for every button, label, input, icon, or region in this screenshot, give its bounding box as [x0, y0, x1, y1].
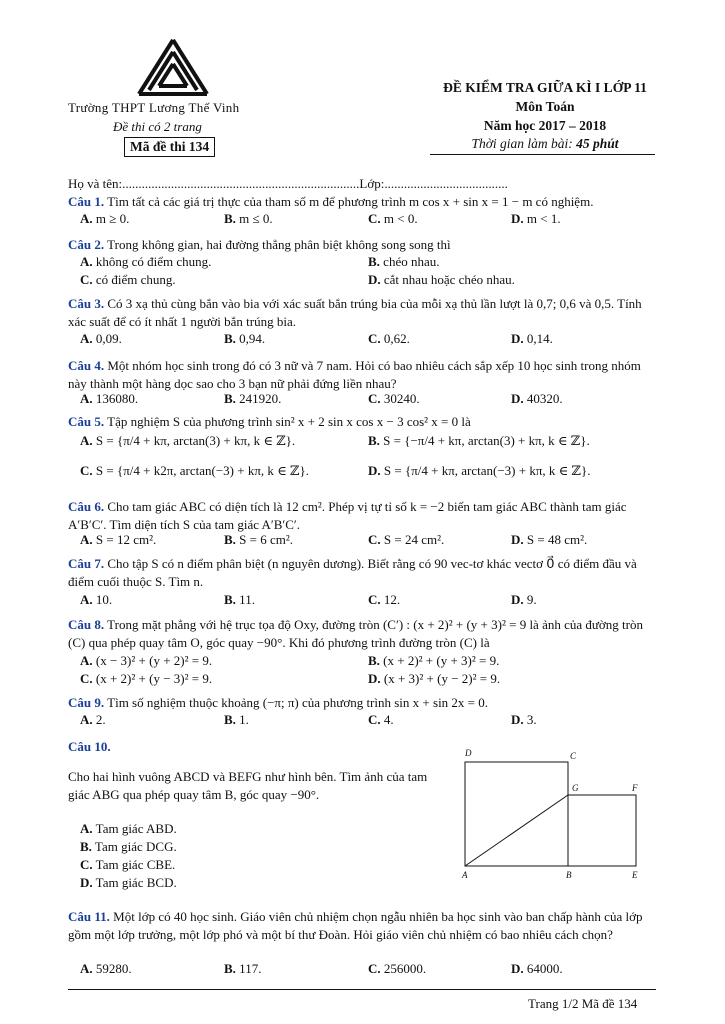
option-key: D.: [511, 331, 524, 346]
option-text: 10.: [92, 592, 113, 607]
question-number: Câu 6.: [68, 499, 105, 514]
answer-option: [80, 253, 211, 271]
question-text: Một nhóm học sinh trong đó có 3 nữ và 7 nam. Hỏi có bao nhiêu cách sắp xếp 10 học sinh trong nhóm này thành một hàng dọc sao cho 3 bạn nữ phải đứng liền nhau?: [68, 358, 641, 391]
question-stem: [68, 236, 658, 254]
option-key: D.: [511, 532, 524, 547]
question-text: Tập nghiệm S của phương trình sin² x + 2 sin x cos x − 3 cos² x = 0 là: [104, 414, 471, 429]
answer-option: [368, 330, 410, 348]
option-text: cắt nhau hoặc chéo nhau.: [380, 272, 515, 287]
answer-option: [80, 210, 129, 228]
option-text: 3.: [523, 712, 537, 727]
answer-option: [80, 838, 177, 856]
answer-option: [80, 874, 177, 892]
question-text: Tìm tất cả các giá trị thực của tham số m để phương trình m cos x + sin x = 1 − m có nghiệm.: [104, 194, 594, 209]
option-key: B.: [224, 592, 236, 607]
school-year: Năm học 2017 – 2018: [483, 118, 607, 133]
question-stem: [68, 498, 658, 534]
option-key: D.: [368, 463, 381, 478]
answer-option: [224, 330, 265, 348]
answer-option: [511, 711, 537, 729]
question-number: Câu 2.: [68, 237, 105, 252]
question-text: Có 3 xạ thủ cùng bắn vào bia với xác suất bắn trúng bia của mỗi xạ thủ lần lượt là 0,7; 0,6 và 0,5. Tính xác suất để có ít nhất 1 người bắn trúng bia.: [68, 296, 642, 329]
option-key: B.: [224, 331, 236, 346]
option-key: B.: [224, 211, 236, 226]
answer-option: [511, 531, 587, 549]
question-stem: [68, 908, 658, 944]
option-key: C.: [80, 857, 93, 872]
header-rule: [430, 154, 655, 155]
page-footer: Trang 1/2 Mã đề 134: [528, 996, 638, 1011]
option-text: S = 48 cm².: [523, 532, 588, 547]
label-c: C: [570, 751, 577, 761]
option-text: (x + 3)² + (y − 2)² = 9.: [380, 671, 501, 686]
answer-option: [80, 462, 309, 480]
option-key: A.: [80, 592, 93, 607]
answer-option: [368, 960, 426, 978]
option-text: 11.: [235, 592, 255, 607]
option-key: B.: [224, 961, 236, 976]
option-text: Tam giác CBE.: [92, 857, 176, 872]
question-number: Câu 1.: [68, 194, 105, 209]
question-stem: [68, 694, 658, 712]
answer-option: [511, 390, 563, 408]
label-b: B: [566, 870, 572, 880]
footer-rule: [68, 989, 656, 990]
label-d: D: [465, 748, 472, 758]
answer-option: [80, 531, 156, 549]
option-text: 0,14.: [523, 331, 553, 346]
question-number: Câu 8.: [68, 617, 105, 632]
option-text: S = 12 cm².: [92, 532, 157, 547]
answer-option: [80, 960, 132, 978]
answer-option: [511, 591, 537, 609]
option-key: B.: [224, 532, 236, 547]
option-key: A.: [80, 331, 93, 346]
answer-option: [80, 432, 295, 450]
option-key: D.: [511, 961, 524, 976]
exam-code-box: Mã đề thi 134: [124, 137, 215, 157]
option-text: S = {−π/4 + kπ, arctan(3) + kπ, k ∈ ℤ}.: [379, 433, 590, 448]
answer-option: [368, 390, 420, 408]
question-stem: [68, 357, 658, 393]
option-key: D.: [511, 712, 524, 727]
option-key: B.: [224, 391, 236, 406]
question-stem: [68, 295, 658, 331]
question-text: Cho hai hình vuông ABCD và BEFG như hình bên. Tìm ảnh của tam giác ABG qua phép quay tâm B, góc quay −90°.: [68, 769, 428, 802]
option-text: m ≥ 0.: [92, 211, 130, 226]
option-text: S = 24 cm².: [380, 532, 445, 547]
answer-option: [368, 253, 439, 271]
option-text: 30240.: [380, 391, 420, 406]
option-key: D.: [80, 875, 93, 890]
option-key: D.: [511, 211, 524, 226]
question-stem: [68, 738, 448, 756]
option-key: A.: [80, 254, 93, 269]
question-text: Cho tập S có n điểm phân biệt (n nguyên dương). Biết rằng có 90 vec-tơ khác vectơ 0⃗ có điểm đầu và điểm cuối thuộc S. Tìm n.: [68, 556, 637, 589]
option-text: S = {π/4 + kπ, arctan(3) + kπ, k ∈ ℤ}.: [92, 433, 296, 448]
question-number: Câu 5.: [68, 414, 105, 429]
option-key: A.: [80, 532, 93, 547]
answer-option: [80, 670, 212, 688]
subject: Môn Toán: [515, 99, 575, 114]
option-key: A.: [80, 712, 93, 727]
answer-option: [80, 856, 175, 874]
option-key: C.: [80, 463, 93, 478]
option-text: chéo nhau.: [379, 254, 440, 269]
answer-option: [368, 210, 418, 228]
option-key: B.: [224, 712, 236, 727]
answer-option: [368, 462, 591, 480]
option-text: 256000.: [380, 961, 427, 976]
option-text: 2.: [92, 712, 106, 727]
answer-option: [80, 652, 212, 670]
school-name: Trường THPT Lương Thế Vinh: [68, 100, 240, 115]
option-key: C.: [80, 671, 93, 686]
option-key: D.: [368, 272, 381, 287]
option-text: m < 0.: [380, 211, 418, 226]
option-text: Tam giác DCG.: [91, 839, 177, 854]
option-text: 64000.: [523, 961, 563, 976]
option-key: A.: [80, 211, 93, 226]
question-number: Câu 7.: [68, 556, 105, 571]
option-text: có điểm chung.: [92, 272, 176, 287]
option-text: S = {π/4 + kπ, arctan(−3) + kπ, k ∈ ℤ}.: [380, 463, 591, 478]
option-text: Tam giác ABD.: [92, 821, 177, 836]
question-text: Cho tam giác ABC có diện tích là 12 cm². Phép vị tự tỉ số k = −2 biến tam giác ABC thành tam giác A′B′C′. Tìm diện tích S của tam giác A′B′C′.: [68, 499, 627, 532]
answer-option: [511, 330, 553, 348]
answer-option: [80, 591, 112, 609]
school-logo: [133, 36, 213, 98]
option-text: 4.: [380, 712, 394, 727]
option-text: 136080.: [92, 391, 139, 406]
answer-option: [80, 820, 177, 838]
option-text: m ≤ 0.: [235, 211, 273, 226]
question-stem: [68, 555, 658, 591]
page-count-note: Đề thi có 2 trang: [113, 119, 202, 134]
option-key: C.: [368, 532, 381, 547]
squares-figure: [460, 746, 650, 884]
option-text: 12.: [380, 592, 401, 607]
question-number: Câu 11.: [68, 909, 110, 924]
label-a: A: [462, 870, 468, 880]
option-key: C.: [368, 211, 381, 226]
option-text: 59280.: [92, 961, 132, 976]
option-key: B.: [80, 839, 92, 854]
question-number: Câu 9.: [68, 695, 105, 710]
answer-option: [368, 591, 400, 609]
answer-option: [368, 652, 499, 670]
option-text: 241920.: [235, 391, 282, 406]
time-allowed: Thời gian làm bài: 45 phút: [471, 136, 619, 151]
question-stem: [68, 616, 658, 652]
option-text: Tam giác BCD.: [92, 875, 177, 890]
option-key: A.: [80, 821, 93, 836]
option-text: (x + 2)² + (y + 3)² = 9.: [379, 653, 500, 668]
exam-title: ĐỀ KIỂM TRA GIỮA KÌ I LỚP 11: [443, 80, 647, 95]
option-key: C.: [368, 712, 381, 727]
option-text: m < 1.: [523, 211, 561, 226]
option-text: 0,09.: [92, 331, 122, 346]
option-key: D.: [511, 592, 524, 607]
answer-option: [368, 711, 394, 729]
answer-option: [368, 670, 500, 688]
option-text: 9.: [523, 592, 537, 607]
option-text: 117.: [235, 961, 262, 976]
answer-option: [224, 960, 261, 978]
answer-option: [224, 390, 281, 408]
question-text: Trong không gian, hai đường thẳng phân biệt không song song thì: [104, 237, 451, 252]
answer-option: [368, 531, 444, 549]
option-text: S = 6 cm².: [235, 532, 294, 547]
answer-option: [224, 210, 273, 228]
option-text: không có điểm chung.: [92, 254, 212, 269]
option-text: S = {π/4 + k2π, arctan(−3) + kπ, k ∈ ℤ}.: [92, 463, 310, 478]
option-key: D.: [511, 391, 524, 406]
option-key: A.: [80, 653, 93, 668]
answer-option: [368, 271, 515, 289]
option-key: C.: [368, 592, 381, 607]
question-stem: [68, 193, 658, 211]
answer-option: [224, 531, 293, 549]
option-key: A.: [80, 391, 93, 406]
answer-option: [80, 271, 176, 289]
question-text: Tìm số nghiệm thuộc khoảng (−π; π) của phương trình sin x + sin 2x = 0.: [104, 695, 489, 710]
option-key: C.: [368, 391, 381, 406]
question-number: Câu 10.: [68, 739, 111, 754]
answer-option: [80, 330, 122, 348]
question-stem: [68, 413, 658, 431]
option-text: (x + 2)² + (y − 3)² = 9.: [92, 671, 213, 686]
question-number: Câu 3.: [68, 296, 105, 311]
answer-option: [368, 432, 590, 450]
label-e: E: [632, 870, 638, 880]
option-key: C.: [80, 272, 93, 287]
option-text: 0,94.: [235, 331, 266, 346]
question-number: Câu 4.: [68, 358, 105, 373]
question-text: Một lớp có 40 học sinh. Giáo viên chủ nhiệm chọn ngẫu nhiên ba học sinh vào ban chấp hành của lớp gồm một lớp trưởng, một lớp phó và một bí thư Đoàn. Hỏi giáo viên chủ nhiệm có bao nhiêu cách chọn?: [68, 909, 643, 942]
option-text: 0,62.: [380, 331, 410, 346]
student-info-line: Họ và tên:.........................................................................Lớp:......................................: [68, 176, 508, 191]
option-key: B.: [368, 433, 380, 448]
option-key: C.: [368, 961, 381, 976]
option-key: A.: [80, 433, 93, 448]
answer-option: [224, 591, 255, 609]
answer-option: [224, 711, 249, 729]
question-text: Trong mặt phẳng với hệ trục tọa độ Oxy, đường tròn (C′) : (x + 2)² + (y + 3)² = 9 là ảnh của đường tròn (C) qua phép quay tâm O, góc quay −90°. Khi đó phương trình đường tròn (C) là: [68, 617, 643, 650]
option-text: 40320.: [523, 391, 563, 406]
answer-option: [80, 711, 106, 729]
option-text: 1.: [235, 712, 249, 727]
option-key: C.: [368, 331, 381, 346]
answer-option: [80, 390, 138, 408]
option-text: (x − 3)² + (y + 2)² = 9.: [92, 653, 213, 668]
option-key: B.: [368, 653, 380, 668]
option-key: A.: [80, 961, 93, 976]
answer-option: [511, 960, 563, 978]
answer-option: [511, 210, 561, 228]
label-f: F: [632, 783, 638, 793]
label-g: G: [572, 783, 579, 793]
option-key: D.: [368, 671, 381, 686]
option-key: B.: [368, 254, 380, 269]
